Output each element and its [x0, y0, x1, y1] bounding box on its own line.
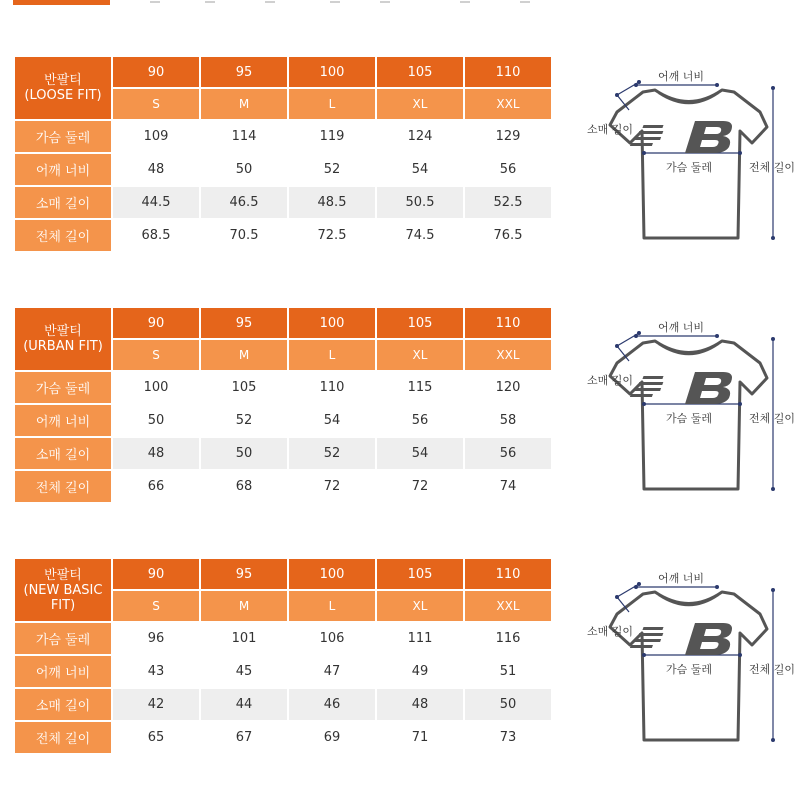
measurement-value: 56	[465, 438, 551, 469]
size-letter-cell: M	[201, 89, 287, 119]
measurement-label: 소매 길이	[15, 438, 111, 469]
measurement-value: 50	[113, 405, 199, 436]
measurement-value: 48.5	[289, 187, 375, 218]
size-number-cell: 100	[289, 559, 375, 589]
chest-endpoint	[642, 402, 646, 406]
product-title-cell	[15, 559, 111, 621]
measurement-value: 45	[201, 656, 287, 687]
measurement-label: 가슴 둘레	[15, 372, 111, 403]
measurement-value: 72.5	[289, 220, 375, 251]
size-number-cell: 110	[465, 308, 551, 338]
size-number-row	[15, 559, 551, 589]
measurement-value: 73	[465, 722, 551, 753]
measurement-value: 52	[201, 405, 287, 436]
size-number-cell: 95	[201, 308, 287, 338]
measurement-label: 전체 길이	[15, 722, 111, 753]
total-length-endpoint	[771, 588, 775, 592]
size-letter-cell: L	[289, 340, 375, 370]
size-table	[13, 557, 553, 755]
measurement-value: 111	[377, 623, 463, 654]
size-letter-cell: S	[113, 340, 199, 370]
measurement-value: 72	[377, 471, 463, 502]
measurement-row	[15, 656, 551, 687]
size-letter-cell: S	[113, 591, 199, 621]
top-cropped-mark	[330, 1, 340, 3]
measurement-value: 54	[377, 154, 463, 185]
measurement-value: 69	[289, 722, 375, 753]
size-letter-cell: XL	[377, 89, 463, 119]
measurement-value: 50	[201, 154, 287, 185]
size-number-row	[15, 57, 551, 87]
total-length-label: 전체 길이	[749, 161, 796, 174]
product-fit: (LOOSE FIT)	[24, 88, 102, 103]
measurement-row	[15, 405, 551, 436]
measurement-value: 65	[113, 722, 199, 753]
measurement-value: 74.5	[377, 220, 463, 251]
sleeve-length-line	[617, 82, 639, 95]
size-letter-cell: S	[113, 89, 199, 119]
top-cropped-mark	[460, 1, 470, 3]
measurement-value: 52	[289, 438, 375, 469]
measurement-value: 114	[201, 121, 287, 152]
measurement-value: 105	[201, 372, 287, 403]
size-number-cell: 105	[377, 308, 463, 338]
sleeve-length-label: 소매 길이	[587, 123, 634, 136]
chest-label: 가슴 둘레	[666, 412, 713, 425]
measurement-value: 124	[377, 121, 463, 152]
total-length-endpoint	[771, 487, 775, 491]
measurement-value: 54	[289, 405, 375, 436]
size-letter-cell: L	[289, 89, 375, 119]
size-letter-cell: M	[201, 340, 287, 370]
sleeve-length-endpoint	[615, 344, 619, 348]
measurement-value: 50.5	[377, 187, 463, 218]
sleeve-length-label: 소매 길이	[587, 374, 634, 387]
measurement-value: 44.5	[113, 187, 199, 218]
measurement-value: 56	[377, 405, 463, 436]
measurement-label: 소매 길이	[15, 689, 111, 720]
measurement-value: 48	[377, 689, 463, 720]
measurement-row	[15, 121, 551, 152]
measurement-label: 가슴 둘레	[15, 623, 111, 654]
chest-label: 가슴 둘레	[666, 663, 713, 676]
chest-endpoint	[738, 151, 742, 155]
size-number-cell: 110	[465, 559, 551, 589]
measurement-value: 66	[113, 471, 199, 502]
top-cropped-mark	[520, 1, 530, 3]
size-letter-cell: XXL	[465, 591, 551, 621]
total-length-label: 전체 길이	[749, 412, 796, 425]
size-letter-cell: M	[201, 591, 287, 621]
measurement-label: 어깨 너비	[15, 405, 111, 436]
measurement-value: 67	[201, 722, 287, 753]
measurement-value: 96	[113, 623, 199, 654]
shoulder-width-endpoint	[715, 334, 719, 338]
size-number-cell: 105	[377, 559, 463, 589]
measurement-value: 119	[289, 121, 375, 152]
measurement-value: 68.5	[113, 220, 199, 251]
measurement-value: 56	[465, 154, 551, 185]
measurement-value: 115	[377, 372, 463, 403]
shoulder-width-label: 어깨 너비	[658, 321, 705, 334]
size-letter-cell: XXL	[465, 340, 551, 370]
measurement-value: 43	[113, 656, 199, 687]
measurement-row	[15, 689, 551, 720]
measurement-value: 47	[289, 656, 375, 687]
total-length-endpoint	[771, 236, 775, 240]
measurement-row	[15, 438, 551, 469]
measurement-value: 58	[465, 405, 551, 436]
measurement-label: 어깨 너비	[15, 154, 111, 185]
size-number-cell: 90	[113, 57, 199, 87]
shoulder-width-endpoint	[715, 83, 719, 87]
measurement-row	[15, 220, 551, 251]
measurement-row	[15, 722, 551, 753]
sleeve-length-line	[617, 333, 639, 346]
size-number-cell: 95	[201, 559, 287, 589]
sleeve-length-endpoint	[615, 595, 619, 599]
top-cropped-mark	[265, 1, 275, 3]
size-chart-block	[13, 557, 796, 757]
tshirt-measurement-diagram	[573, 55, 800, 245]
shoulder-width-endpoint	[715, 585, 719, 589]
size-chart-block	[13, 55, 796, 255]
size-number-cell: 100	[289, 57, 375, 87]
measurement-value: 76.5	[465, 220, 551, 251]
size-number-cell: 100	[289, 308, 375, 338]
shoulder-width-label: 어깨 너비	[658, 572, 705, 585]
size-letter-cell: XL	[377, 340, 463, 370]
tshirt-measurement-diagram	[573, 306, 800, 496]
measurement-value: 74	[465, 471, 551, 502]
product-title: 반팔티	[44, 324, 82, 339]
measurement-value: 49	[377, 656, 463, 687]
sleeve-length-line	[617, 584, 639, 597]
size-letter-cell: L	[289, 591, 375, 621]
size-number-cell: 90	[113, 559, 199, 589]
measurement-value: 106	[289, 623, 375, 654]
measurement-value: 129	[465, 121, 551, 152]
measurement-value: 50	[465, 689, 551, 720]
measurement-label: 어깨 너비	[15, 656, 111, 687]
size-number-cell: 90	[113, 308, 199, 338]
measurement-value: 52.5	[465, 187, 551, 218]
size-table	[13, 306, 553, 504]
measurement-value: 71	[377, 722, 463, 753]
measurement-label: 소매 길이	[15, 187, 111, 218]
measurement-value: 54	[377, 438, 463, 469]
shoulder-width-label: 어깨 너비	[658, 70, 705, 83]
measurement-value: 44	[201, 689, 287, 720]
measurement-value: 109	[113, 121, 199, 152]
measurement-value: 42	[113, 689, 199, 720]
size-number-cell: 95	[201, 57, 287, 87]
top-cropped-header-cell	[13, 0, 110, 5]
total-length-endpoint	[771, 337, 775, 341]
product-title: 반팔티	[44, 567, 82, 583]
measurement-label: 전체 길이	[15, 471, 111, 502]
product-title-cell	[15, 308, 111, 370]
product-title-cell	[15, 57, 111, 119]
product-fit: (URBAN FIT)	[23, 339, 103, 354]
measurement-value: 116	[465, 623, 551, 654]
measurement-row	[15, 623, 551, 654]
measurement-value: 100	[113, 372, 199, 403]
product-fit: (NEW BASIC FIT)	[23, 582, 103, 613]
measurement-value: 120	[465, 372, 551, 403]
measurement-value: 101	[201, 623, 287, 654]
size-chart-block	[13, 306, 796, 506]
measurement-value: 72	[289, 471, 375, 502]
measurement-value: 50	[201, 438, 287, 469]
size-number-cell: 105	[377, 57, 463, 87]
measurement-label: 전체 길이	[15, 220, 111, 251]
tshirt-measurement-diagram	[573, 557, 800, 747]
measurement-label: 가슴 둘레	[15, 121, 111, 152]
measurement-value: 46	[289, 689, 375, 720]
measurement-value: 51	[465, 656, 551, 687]
sleeve-length-label: 소매 길이	[587, 625, 634, 638]
product-title: 반팔티	[44, 73, 82, 88]
top-cropped-strip	[0, 0, 800, 8]
measurement-row	[15, 471, 551, 502]
measurement-value: 48	[113, 438, 199, 469]
measurement-row	[15, 187, 551, 218]
measurement-value: 48	[113, 154, 199, 185]
measurement-value: 52	[289, 154, 375, 185]
measurement-value: 68	[201, 471, 287, 502]
top-cropped-mark	[205, 1, 215, 3]
sleeve-length-endpoint	[615, 93, 619, 97]
chest-endpoint	[738, 653, 742, 657]
sleeve-length-endpoint	[637, 331, 641, 335]
measurement-value: 70.5	[201, 220, 287, 251]
chest-label: 가슴 둘레	[666, 161, 713, 174]
measurement-row	[15, 154, 551, 185]
measurement-value: 46.5	[201, 187, 287, 218]
chest-endpoint	[642, 151, 646, 155]
total-length-endpoint	[771, 738, 775, 742]
chest-endpoint	[642, 653, 646, 657]
measurement-row	[15, 372, 551, 403]
measurement-value: 110	[289, 372, 375, 403]
top-cropped-mark	[380, 1, 390, 3]
top-cropped-mark	[150, 1, 160, 3]
size-number-cell: 110	[465, 57, 551, 87]
total-length-endpoint	[771, 86, 775, 90]
sleeve-length-endpoint	[637, 582, 641, 586]
size-number-row	[15, 308, 551, 338]
size-letter-cell: XXL	[465, 89, 551, 119]
sleeve-length-endpoint	[637, 80, 641, 84]
size-table	[13, 55, 553, 253]
chest-endpoint	[738, 402, 742, 406]
total-length-label: 전체 길이	[749, 663, 796, 676]
size-letter-cell: XL	[377, 591, 463, 621]
